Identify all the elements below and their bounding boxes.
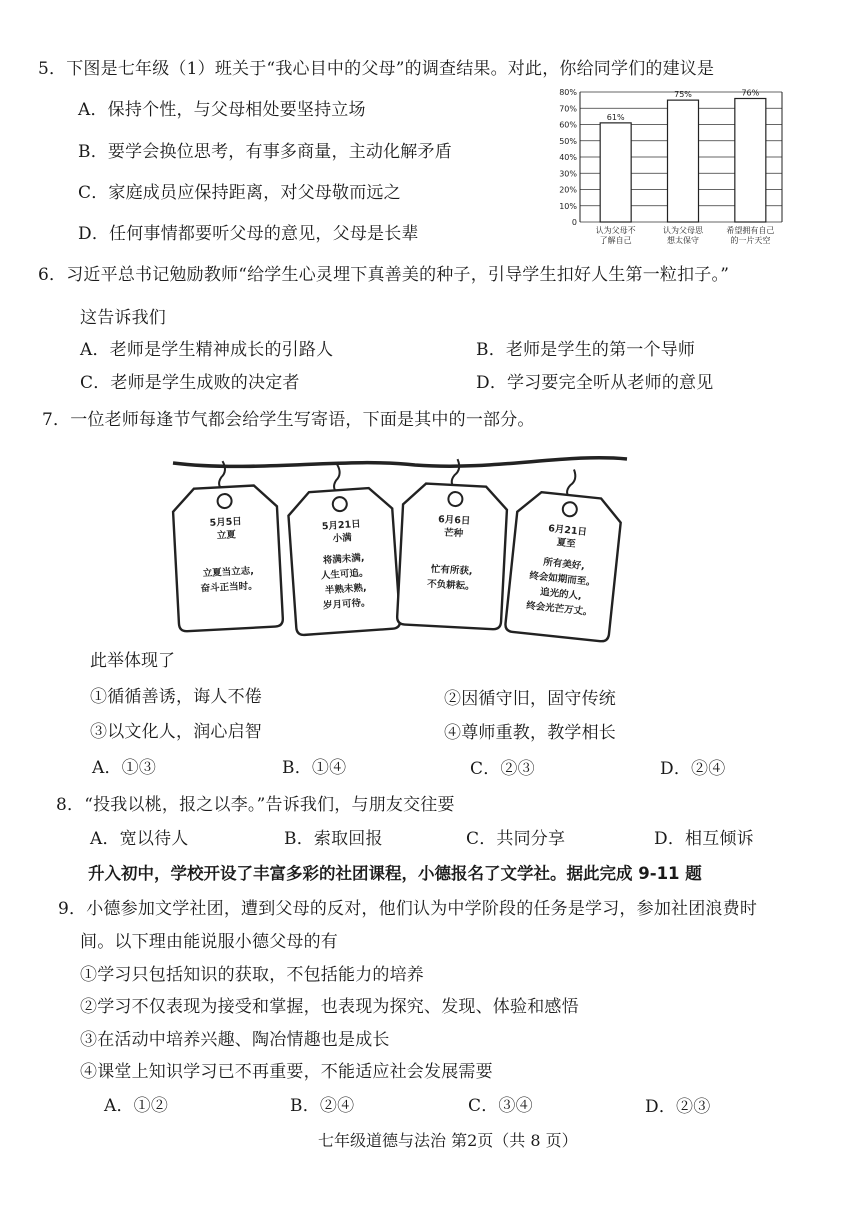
q7-item-3: ③以文化人，润心启智 — [90, 722, 262, 742]
q7-item-4: ④尊师重教，教学相长 — [444, 723, 616, 743]
tag-term: 小满 — [332, 532, 353, 545]
q7-option-a: A．①③ — [92, 758, 157, 778]
chart-y-tick-label: 40% — [559, 153, 577, 162]
q5-stem: 5．下图是七年级（1）班关于“我心目中的父母”的调查结果。对此，你给同学们的建议是 — [38, 59, 715, 79]
tag-date: 5月5日 — [209, 516, 243, 529]
gift-tag — [171, 458, 284, 631]
tag-hole — [448, 492, 463, 507]
tag-message-line: 人生可追。 — [320, 567, 369, 582]
hanging-string — [173, 458, 627, 467]
chart-y-tick-label: 60% — [559, 120, 577, 130]
q5-option-b: B．要学会换位思考，有事多商量，主动化解矛盾 — [78, 142, 452, 162]
q7-option-c: C．②③ — [470, 759, 535, 779]
q7-option-b: B．①④ — [282, 758, 347, 778]
section-note: 升入初中，学校开设了丰富多彩的社团课程，小德报名了文学社。据此完成 9-11 题 — [88, 864, 702, 883]
q9-option-b: B．②④ — [290, 1096, 355, 1116]
chart-bar — [668, 100, 699, 222]
chart-y-tick-label: 20% — [559, 185, 577, 195]
q8-option-b: B．索取回报 — [284, 829, 383, 849]
tag-message-line: 半熟未熟, — [324, 582, 367, 597]
q9-option-c: C．③④ — [468, 1096, 533, 1116]
chart-bar — [600, 123, 631, 222]
tag-message-line: 不负耕耘。 — [426, 578, 475, 593]
q9-item-4: ④课堂上知识学习已不再重要，不能适应社会发展需要 — [80, 1062, 493, 1082]
q9-option-d: D．②③ — [645, 1097, 711, 1117]
q6-option-c: C．老师是学生成败的决定者 — [80, 373, 300, 393]
q6-option-a: A．老师是学生精神成长的引路人 — [80, 340, 334, 360]
q9-item-3: ③在活动中培养兴趣、陶冶情趣也是成长 — [80, 1030, 390, 1050]
tag-message-line: 所有美好, — [542, 556, 586, 573]
page-footer: 七年级道德与法治 第2页（共 8 页） — [318, 1131, 578, 1150]
q8-option-a: A．宽以待人 — [90, 829, 189, 849]
tag-date: 5月21日 — [321, 518, 362, 533]
survey-bar-chart — [552, 86, 792, 248]
q7-lead: 此举体现了 — [90, 651, 175, 671]
q8-option-d: D．相互倾诉 — [654, 829, 754, 849]
q7-option-d: D．②④ — [660, 759, 726, 779]
tag-date: 6月6日 — [437, 514, 471, 527]
chart-data-label: 61% — [606, 112, 625, 122]
chart-y-tick-label: 80% — [559, 88, 577, 97]
chart-y-tick-label: 10% — [559, 201, 577, 211]
solar-term-tags-illustration — [165, 445, 635, 645]
q9-stem-cont: 间。以下理由能说服小德父母的有 — [80, 932, 338, 952]
tag-hole — [217, 494, 232, 509]
tag-term: 夏至 — [556, 537, 577, 551]
q6-stem-cont: 这告诉我们 — [80, 308, 166, 328]
chart-category-label: 认为父母不 — [595, 226, 636, 235]
q7-stem: 7．一位老师每逢节气都会给学生写寄语，下面是其中的一部分。 — [42, 410, 535, 430]
chart-bar — [735, 99, 766, 223]
chart-y-tick-label: 30% — [559, 169, 577, 179]
tag-message-line: 奋斗正当时。 — [200, 580, 258, 595]
q9-item-1: ①学习只包括知识的获取，不包括能力的培养 — [80, 965, 424, 985]
chart-data-label: 75% — [674, 90, 692, 100]
q9-option-a: A．①② — [104, 1096, 169, 1116]
tag-message-line: 终会光芒万丈。 — [525, 600, 593, 619]
chart-category-label: 想太保守 — [667, 236, 699, 245]
q8-option-c: C．共同分享 — [466, 829, 566, 849]
tag-hole — [332, 497, 347, 512]
tag-message-line: 立夏当立志, — [202, 565, 255, 580]
q5-option-a: A．保持个性，与父母相处要坚持立场 — [78, 100, 366, 120]
gift-tag — [397, 456, 510, 629]
tag-term: 立夏 — [216, 529, 237, 542]
q6-option-b: B．老师是学生的第一个导师 — [476, 340, 696, 360]
tag-message-line: 终会如期而至。 — [528, 570, 597, 589]
q7-item-1: ①循循善诱，诲人不倦 — [90, 687, 262, 707]
gift-tag — [285, 461, 400, 636]
tag-hole — [562, 502, 577, 517]
gift-tag — [505, 464, 626, 642]
tag-message-line: 忙有所获, — [430, 563, 473, 578]
tag-message-line: 追光的人, — [539, 586, 583, 602]
q6-stem: 6．习近平总书记勉励教师“给学生心灵埋下真善美的种子，引导学生扣好人生第一粒扣子。” — [38, 265, 730, 285]
q9-item-2: ②学习不仅表现为接受和掌握，也表现为探究、发现、体验和感悟 — [80, 997, 579, 1017]
q5-option-d: D．任何事情都要听父母的意见，父母是长辈 — [78, 224, 419, 244]
tag-message-line: 将满未满, — [322, 552, 365, 567]
chart-data-label: 76% — [741, 88, 760, 98]
q7-item-2: ②因循守旧，固守传统 — [444, 689, 616, 709]
q5-option-c: C．家庭成员应保持距离，对父母敬而远之 — [78, 183, 401, 203]
chart-y-tick-label: 50% — [559, 136, 577, 146]
tag-date: 6月21日 — [547, 523, 588, 539]
tag-message-line: 岁月可待。 — [322, 597, 371, 612]
chart-category-label: 希望拥有自己 — [726, 226, 775, 235]
chart-y-tick-label: 0 — [571, 218, 577, 227]
q8-stem: 8．“投我以桃，报之以李。”告诉我们，与朋友交往要 — [56, 795, 455, 815]
chart-category-label: 的一片天空 — [730, 236, 771, 245]
chart-y-tick-label: 70% — [559, 104, 577, 114]
q9-stem: 9．小德参加文学社团，遭到父母的反对，他们认为中学阶段的任务是学习，参加社团浪费时 — [58, 899, 758, 919]
chart-category-label: 认为父母思 — [663, 226, 703, 235]
tag-term: 芒种 — [443, 527, 464, 540]
q6-option-d: D．学习要完全听从老师的意见 — [476, 373, 714, 393]
chart-category-label: 了解自己 — [599, 236, 632, 245]
